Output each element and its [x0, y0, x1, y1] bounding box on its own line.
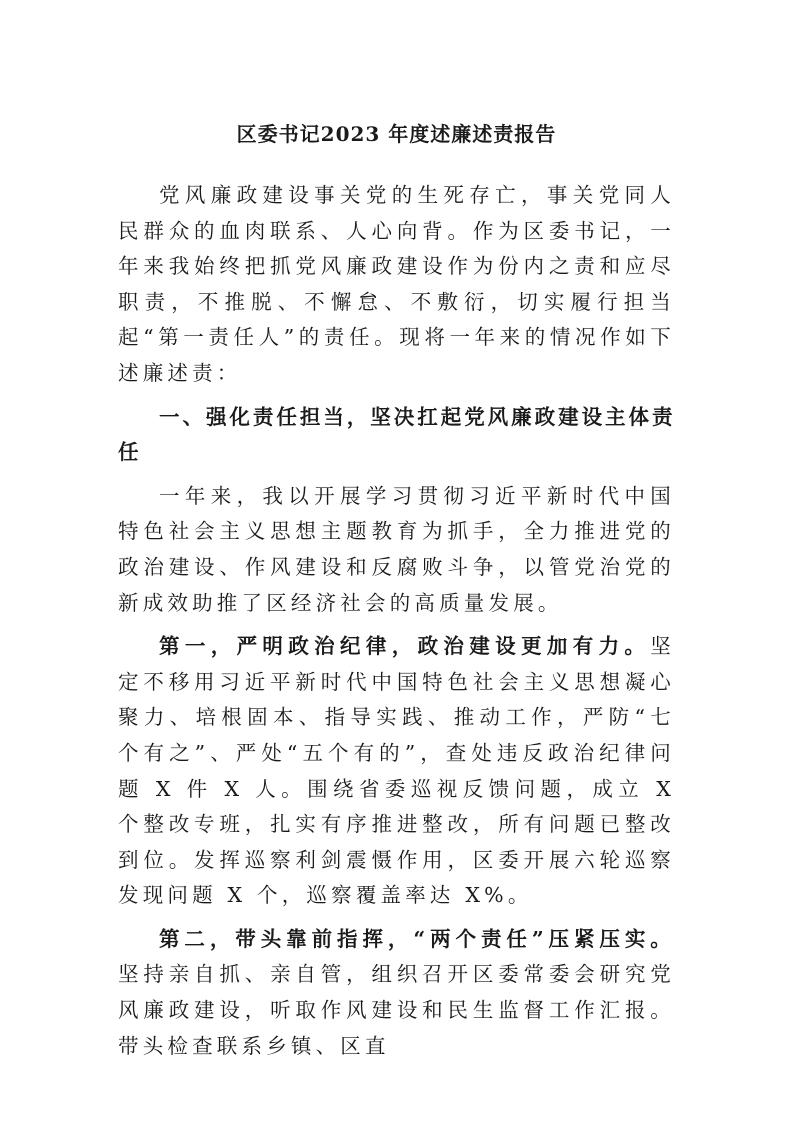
document-title: 区委书记2023 年度述廉述责报告: [236, 122, 557, 146]
item-one-paragraph: [118, 629, 675, 914]
section-body-paragraph: 一年来，我以开展学习贯彻习近平新时代中国特色社会主义思想主题教育为抓手，全力推进党的政治建设、作风建设和反腐败斗争，以管党治党的新成效助推了区经济社会的高质量发展。: [118, 483, 675, 615]
section-heading: 一、强化责任担当，坚决扛起党风廉政建设主体责任: [118, 404, 675, 465]
intro-paragraph: 党风廉政建设事关党的生死存亡，事关党同人民群众的血肉联系、人心向背。作为区委书记，一年来我始终把抓党风廉政建设作为份内之责和应尽职责，不推脱、不懈怠、不敷衍，切实履行担当起“第一责任人”的责任。现将一年来的情况作如下述廉述责：: [118, 183, 675, 385]
item-one-body: 坚定不移用习近平新时代中国特色社会主义思想凝心聚力、培根固本、指导实践、推动工作，严防“七个有之”、严处“五个有的”，查处违反政治纪律问题 X 件 X 人。围绕省委巡视反馈问题，成立 X 个整改专班，扎实有序推进整改，所有问题已整改到位。发挥巡察利剑震慑作用，区委开展六轮巡察发现问题 X 个，巡察覆盖率达 X%。: [118, 634, 675, 908]
item-one-lead: 第一，严明政治纪律，政治建设更加有力。: [159, 634, 651, 659]
item-two-body: 坚持亲自抓、亲自管，组织召开区委常委会研究党风廉政建设，听取作风建设和民生监督工作汇报。带头检查联系乡镇、区直: [118, 962, 675, 1058]
item-two-lead: 第二，带头靠前指挥，“两个责任”压紧压实。: [159, 926, 675, 951]
item-two-paragraph: [118, 922, 675, 1064]
